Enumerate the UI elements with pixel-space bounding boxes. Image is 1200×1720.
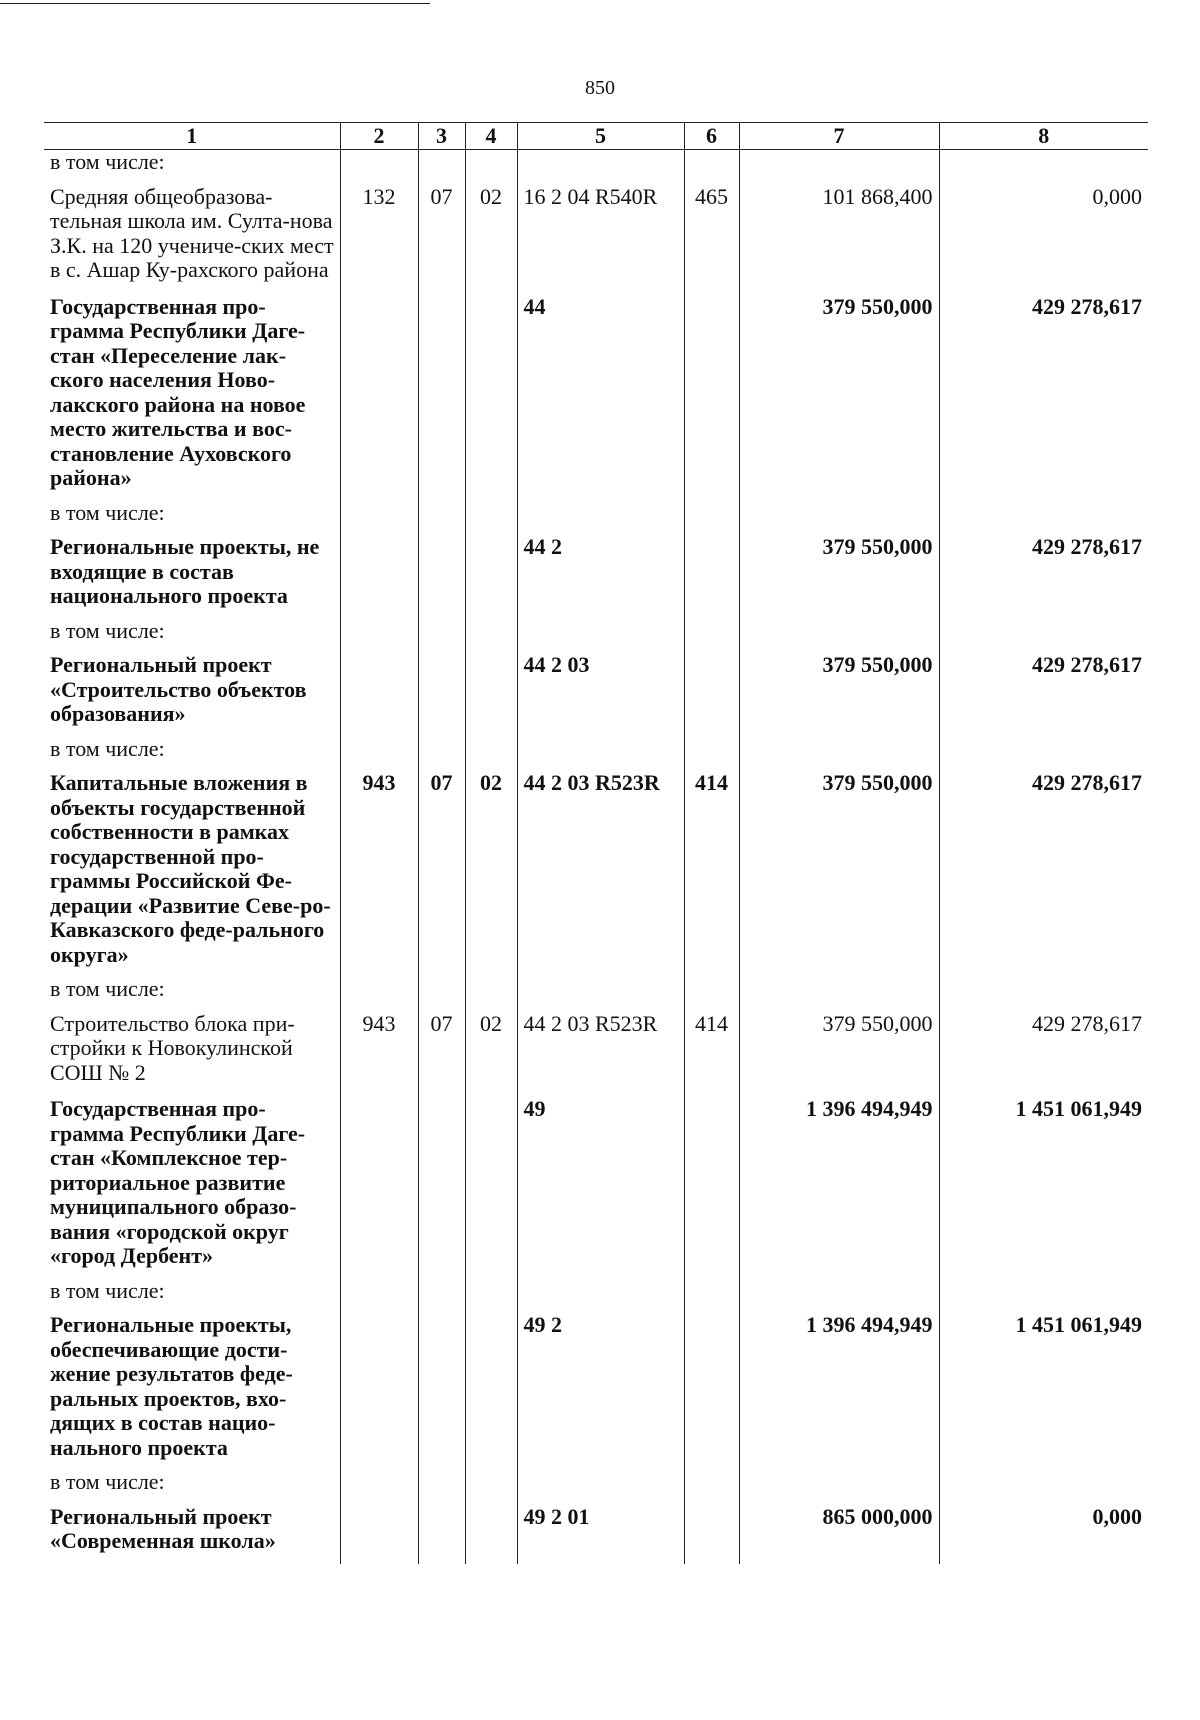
admin-code-cell — [340, 1470, 418, 1503]
target-article-cell: 49 2 — [517, 1311, 684, 1470]
amount-year-2-cell: 429 278,617 — [939, 533, 1148, 619]
target-article-cell — [517, 619, 684, 652]
row-name-cell: в том числе: — [50, 499, 165, 525]
expense-type-cell — [684, 501, 739, 534]
amount-year-2-cell: 1 451 061,949 — [939, 1311, 1148, 1470]
amount-year-2-cell: 429 278,617 — [939, 769, 1148, 977]
admin-code-cell: 943 — [340, 769, 418, 977]
row-name-cell: в том числе: — [50, 1277, 165, 1303]
amount-year-2-cell — [939, 501, 1148, 534]
target-article-cell — [517, 1279, 684, 1312]
row-name-cell: Региональный проект «Современная школа» — [50, 1503, 276, 1553]
subsection-code-cell — [465, 293, 517, 501]
row-name-cell: Строительство блока при-стройки к Новокулинской СОШ № 2 — [50, 1010, 295, 1085]
row-name-cell: Региональные проекты, не входящие в состав национального проекта — [50, 534, 320, 608]
table-row — [44, 651, 1148, 737]
section-code-cell — [418, 501, 465, 534]
table-row — [44, 501, 1148, 534]
admin-code-cell — [340, 651, 418, 737]
subsection-code-cell — [465, 533, 517, 619]
amount-year-2-cell — [939, 150, 1148, 183]
admin-code-cell — [340, 533, 418, 619]
amount-year-2-cell: 429 278,617 — [939, 1010, 1148, 1096]
target-article-cell — [517, 1470, 684, 1503]
subsection-code-cell — [465, 619, 517, 652]
row-name-cell: в том числе: — [50, 1469, 165, 1494]
amount-year-1-cell — [739, 737, 939, 770]
row-name-cell: в том числе: — [50, 617, 165, 643]
expense-type-cell: 414 — [684, 1010, 739, 1096]
expense-type-cell — [684, 533, 739, 619]
amount-year-1-cell: 379 550,000 — [739, 533, 939, 619]
column-header: 8 — [939, 123, 1148, 150]
admin-code-cell — [340, 293, 418, 501]
table-row — [44, 769, 1148, 977]
amount-year-2-cell — [939, 737, 1148, 770]
amount-year-2-cell: 429 278,617 — [939, 651, 1148, 737]
subsection-code-cell — [465, 651, 517, 737]
amount-year-2-cell — [939, 1279, 1148, 1312]
amount-year-1-cell: 1 396 494,949 — [739, 1095, 939, 1279]
target-article-cell: 44 2 03 R523R — [517, 769, 684, 977]
target-article-cell: 49 2 01 — [517, 1503, 684, 1564]
expense-type-cell — [684, 651, 739, 737]
column-header: 7 — [739, 123, 939, 150]
budget-table — [44, 122, 1148, 1564]
table-row — [44, 533, 1148, 619]
table-body — [44, 150, 1148, 1564]
section-code-cell — [418, 1503, 465, 1564]
section-code-cell — [418, 737, 465, 770]
admin-code-cell — [340, 1095, 418, 1279]
subsection-code-cell — [465, 150, 517, 183]
column-header: 5 — [517, 123, 684, 150]
row-name-cell: Региональный проект «Строительство объектов образования» — [50, 652, 307, 726]
table-row — [44, 1279, 1148, 1312]
subsection-code-cell: 02 — [465, 183, 517, 293]
subsection-code-cell — [465, 501, 517, 534]
target-article-cell — [517, 977, 684, 1010]
expense-type-cell — [684, 1279, 739, 1312]
admin-code-cell — [340, 1503, 418, 1564]
column-header: 6 — [684, 123, 739, 150]
subsection-code-cell — [465, 1311, 517, 1470]
amount-year-1-cell: 379 550,000 — [739, 769, 939, 977]
table-row — [44, 183, 1148, 293]
row-name-cell: Средняя общеобразова-тельная школа им. Султа-нова З.К. на 120 учениче-ских мест в с. Ашар Ку-рахского района — [50, 183, 334, 282]
amount-year-1-cell — [739, 977, 939, 1010]
subsection-code-cell — [465, 977, 517, 1010]
table-row — [44, 977, 1148, 1010]
target-article-cell: 16 2 04 R540R — [517, 183, 684, 293]
amount-year-1-cell — [739, 501, 939, 534]
admin-code-cell — [340, 977, 418, 1010]
admin-code-cell: 943 — [340, 1010, 418, 1096]
amount-year-2-cell — [939, 1470, 1148, 1503]
section-code-cell: 07 — [418, 769, 465, 977]
column-header: 1 — [44, 123, 340, 150]
column-header: 2 — [340, 123, 418, 150]
amount-year-2-cell: 429 278,617 — [939, 293, 1148, 501]
expense-type-cell — [684, 1470, 739, 1503]
target-article-cell: 44 2 — [517, 533, 684, 619]
amount-year-2-cell: 1 451 061,949 — [939, 1095, 1148, 1279]
amount-year-1-cell — [739, 1279, 939, 1312]
target-article-cell — [517, 737, 684, 770]
expense-type-cell — [684, 150, 739, 183]
amount-year-2-cell — [939, 619, 1148, 652]
expense-type-cell — [684, 619, 739, 652]
table-row — [44, 1010, 1148, 1096]
target-article-cell — [517, 501, 684, 534]
admin-code-cell — [340, 501, 418, 534]
amount-year-1-cell — [739, 150, 939, 183]
row-name-cell: Государственная про-грамма Республики Даге-стан «Переселение лак-ского населения Ново-лакского района на новое место жительства и вос-становление Ауховского района» — [50, 293, 306, 490]
row-name-cell: Государственная про-грамма Республики Даге-стан «Комплексное тер-риториальное развитие муниципального образо-вания «городской округ «город Дербент» — [50, 1096, 306, 1268]
amount-year-1-cell: 379 550,000 — [739, 293, 939, 501]
row-name-cell: в том числе: — [50, 735, 165, 761]
top-rule — [0, 3, 430, 4]
column-header: 4 — [465, 123, 517, 150]
section-code-cell — [418, 619, 465, 652]
subsection-code-cell — [465, 1470, 517, 1503]
admin-code-cell — [340, 619, 418, 652]
subsection-code-cell: 02 — [465, 769, 517, 977]
section-code-cell: 07 — [418, 183, 465, 293]
amount-year-1-cell: 379 550,000 — [739, 1010, 939, 1096]
section-code-cell — [418, 150, 465, 183]
row-name-cell: Капитальные вложения в объекты государственной собственности в рамках государственной про-граммы Российской Фе-дерации «Развитие Севе-ро-Кавказского феде-рального округа» — [50, 770, 331, 967]
expense-type-cell: 414 — [684, 769, 739, 977]
section-code-cell — [418, 1095, 465, 1279]
row-name-cell: в том числе: — [50, 149, 165, 174]
target-article-cell: 49 — [517, 1095, 684, 1279]
section-code-cell — [418, 1470, 465, 1503]
section-code-cell — [418, 293, 465, 501]
header-row — [44, 123, 1148, 150]
expense-type-cell — [684, 1095, 739, 1279]
section-code-cell: 07 — [418, 1010, 465, 1096]
amount-year-1-cell: 1 396 494,949 — [739, 1311, 939, 1470]
amount-year-1-cell: 379 550,000 — [739, 651, 939, 737]
table-row — [44, 737, 1148, 770]
section-code-cell — [418, 1311, 465, 1470]
expense-type-cell — [684, 1311, 739, 1470]
expense-type-cell — [684, 1503, 739, 1564]
table-row — [44, 1095, 1148, 1279]
subsection-code-cell — [465, 1095, 517, 1279]
row-name-cell: Региональные проекты, обеспечивающие дости-жение результатов феде-ральных проектов, вхо-дящих в состав нацио-нального проекта — [50, 1312, 293, 1460]
target-article-cell: 44 — [517, 293, 684, 501]
table-row — [44, 1311, 1148, 1470]
amount-year-2-cell: 0,000 — [939, 1503, 1148, 1564]
amount-year-1-cell: 101 868,400 — [739, 183, 939, 293]
admin-code-cell — [340, 150, 418, 183]
target-article-cell: 44 2 03 — [517, 651, 684, 737]
subsection-code-cell — [465, 1503, 517, 1564]
subsection-code-cell — [465, 737, 517, 770]
page-number: 850 — [585, 77, 615, 99]
expense-type-cell — [684, 737, 739, 770]
amount-year-1-cell — [739, 619, 939, 652]
table-row — [44, 1503, 1148, 1564]
target-article-cell — [517, 150, 684, 183]
admin-code-cell — [340, 1279, 418, 1312]
section-code-cell — [418, 533, 465, 619]
table-row — [44, 619, 1148, 652]
amount-year-1-cell: 865 000,000 — [739, 1503, 939, 1564]
admin-code-cell: 132 — [340, 183, 418, 293]
target-article-cell: 44 2 03 R523R — [517, 1010, 684, 1096]
section-code-cell — [418, 1279, 465, 1312]
expense-type-cell: 465 — [684, 183, 739, 293]
amount-year-1-cell — [739, 1470, 939, 1503]
row-name-cell: в том числе: — [50, 976, 165, 1001]
table-row — [44, 1470, 1148, 1503]
table-row — [44, 293, 1148, 501]
section-code-cell — [418, 977, 465, 1010]
subsection-code-cell: 02 — [465, 1010, 517, 1096]
amount-year-2-cell: 0,000 — [939, 183, 1148, 293]
column-header: 3 — [418, 123, 465, 150]
expense-type-cell — [684, 977, 739, 1010]
section-code-cell — [418, 651, 465, 737]
admin-code-cell — [340, 1311, 418, 1470]
expense-type-cell — [684, 293, 739, 501]
amount-year-2-cell — [939, 977, 1148, 1010]
admin-code-cell — [340, 737, 418, 770]
subsection-code-cell — [465, 1279, 517, 1312]
table-row — [44, 150, 1148, 183]
